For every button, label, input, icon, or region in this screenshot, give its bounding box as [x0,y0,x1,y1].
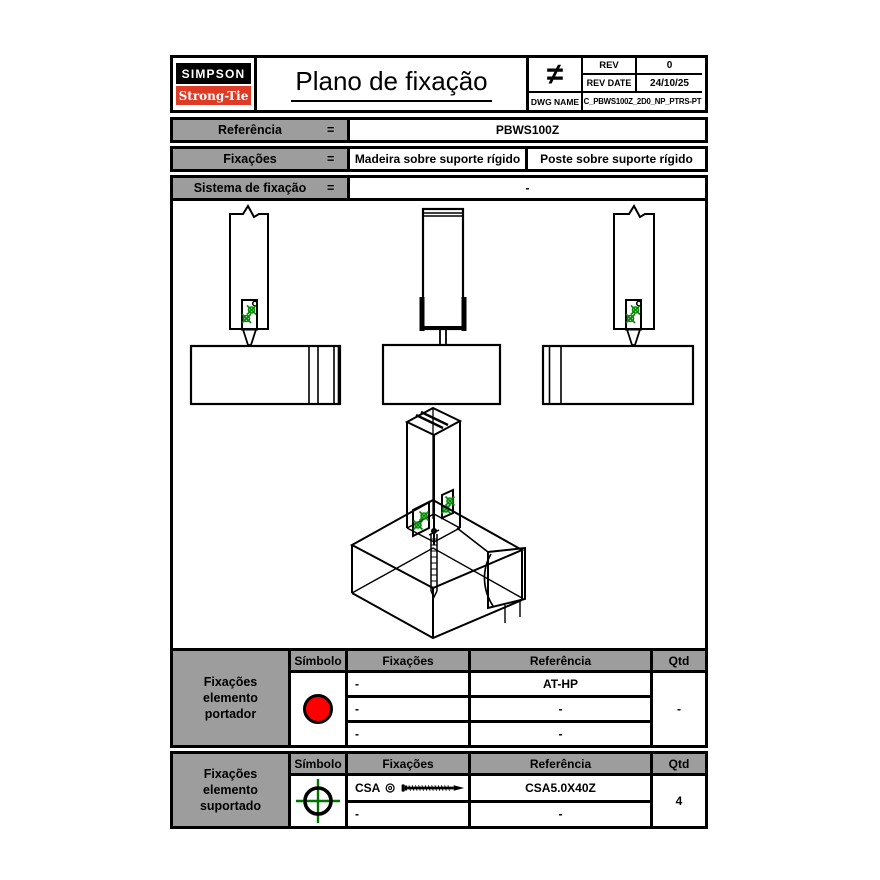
screw-side-icon [401,780,468,796]
carrier-fixings-table [170,648,708,748]
reference-label: Referência [218,123,282,137]
supported-group-label: Fixações elemento suportado [199,766,262,814]
header-reference: Referência [471,651,650,670]
rev-value: 0 [637,58,702,75]
header-fixings: Fixações [348,651,468,670]
carrier-ref-0: AT-HP [471,673,650,695]
header-symbol: Símbolo [291,651,345,670]
screw-name: CSA [355,780,381,795]
carrier-ref-1: - [471,698,650,720]
supported-fixings-table [170,751,708,829]
supported-qty-value: 4 [653,776,705,826]
carrier-fix-0: - [348,673,468,695]
fixing-system-row [170,175,708,201]
header-symbol: Símbolo [291,754,345,773]
table-row [348,803,650,827]
table-row [348,673,650,695]
title-block [170,55,708,113]
elevation-view-left [191,206,340,404]
fixing-system-label: Sistema de fixação [193,181,307,195]
supported-group-label-cell [173,754,288,826]
dwg-name-label: DWG NAME [529,93,583,110]
carrier-group-label-cell [173,651,288,745]
revision-block [529,58,705,110]
drawing-area [170,201,708,648]
drawing-sheet [170,55,708,829]
simpson-strongtie-logo [173,58,257,110]
header-qty: Qtd [653,651,705,670]
projection-symbol-icon: ≠ [529,58,583,93]
carrier-table-header [291,651,705,670]
page-title: Plano de fixação [291,66,491,102]
logo-strongtie: Strong-Tie [176,86,251,105]
fixing-system-value: - [525,181,530,195]
carrier-qty-value: - [653,673,705,745]
fixings-value-right: Poste sobre suporte rígido [540,152,693,166]
sheet-title-cell [257,58,529,110]
reference-value: PBWS100Z [495,123,560,137]
logo-simpson: SIMPSON [176,63,251,84]
reference-label-cell [173,120,350,140]
carrier-fix-2: - [348,723,468,745]
supported-symbol-cell [291,776,345,826]
table-row [348,723,650,745]
fixings-row [170,146,708,172]
rev-date-value: 24/10/25 [637,75,702,93]
header-fixings: Fixações [348,754,468,773]
carrier-group-label: Fixações elemento portador [203,674,258,722]
table-row [348,776,650,800]
supported-ref-1: - [471,803,650,827]
equals-sign: = [327,152,335,166]
technical-drawing [173,201,705,648]
reference-row [170,117,708,143]
elevation-view-right [543,206,693,404]
supported-table-header [291,754,705,773]
header-qty: Qtd [653,754,705,773]
carrier-fix-1: - [348,698,468,720]
crosshair-symbol-icon [295,778,341,824]
rev-label: REV [583,58,637,75]
supported-ref-0: CSA5.0X40Z [471,776,650,800]
fixing-system-label-cell [173,178,350,198]
red-circle-symbol-icon [303,694,333,724]
screw-head-top-icon [385,781,395,795]
carrier-symbol-cell [291,673,345,745]
fixings-label-cell [173,149,350,169]
supported-fix-1: - [348,803,468,827]
equals-sign: = [327,123,335,137]
header-reference: Referência [471,754,650,773]
fixings-label: Fixações [223,152,277,166]
equals-sign: = [327,181,335,195]
table-row [348,698,650,720]
fixings-value-left: Madeira sobre suporte rígido [350,149,528,169]
elevation-view-front [383,209,500,404]
dwg-name-value: C_PBWS100Z_2D0_NP_PTRS-PT [583,97,702,106]
carrier-ref-2: - [471,723,650,745]
supported-fix-0 [348,776,468,800]
isometric-view [352,408,525,638]
rev-date-label: REV DATE [583,75,637,93]
